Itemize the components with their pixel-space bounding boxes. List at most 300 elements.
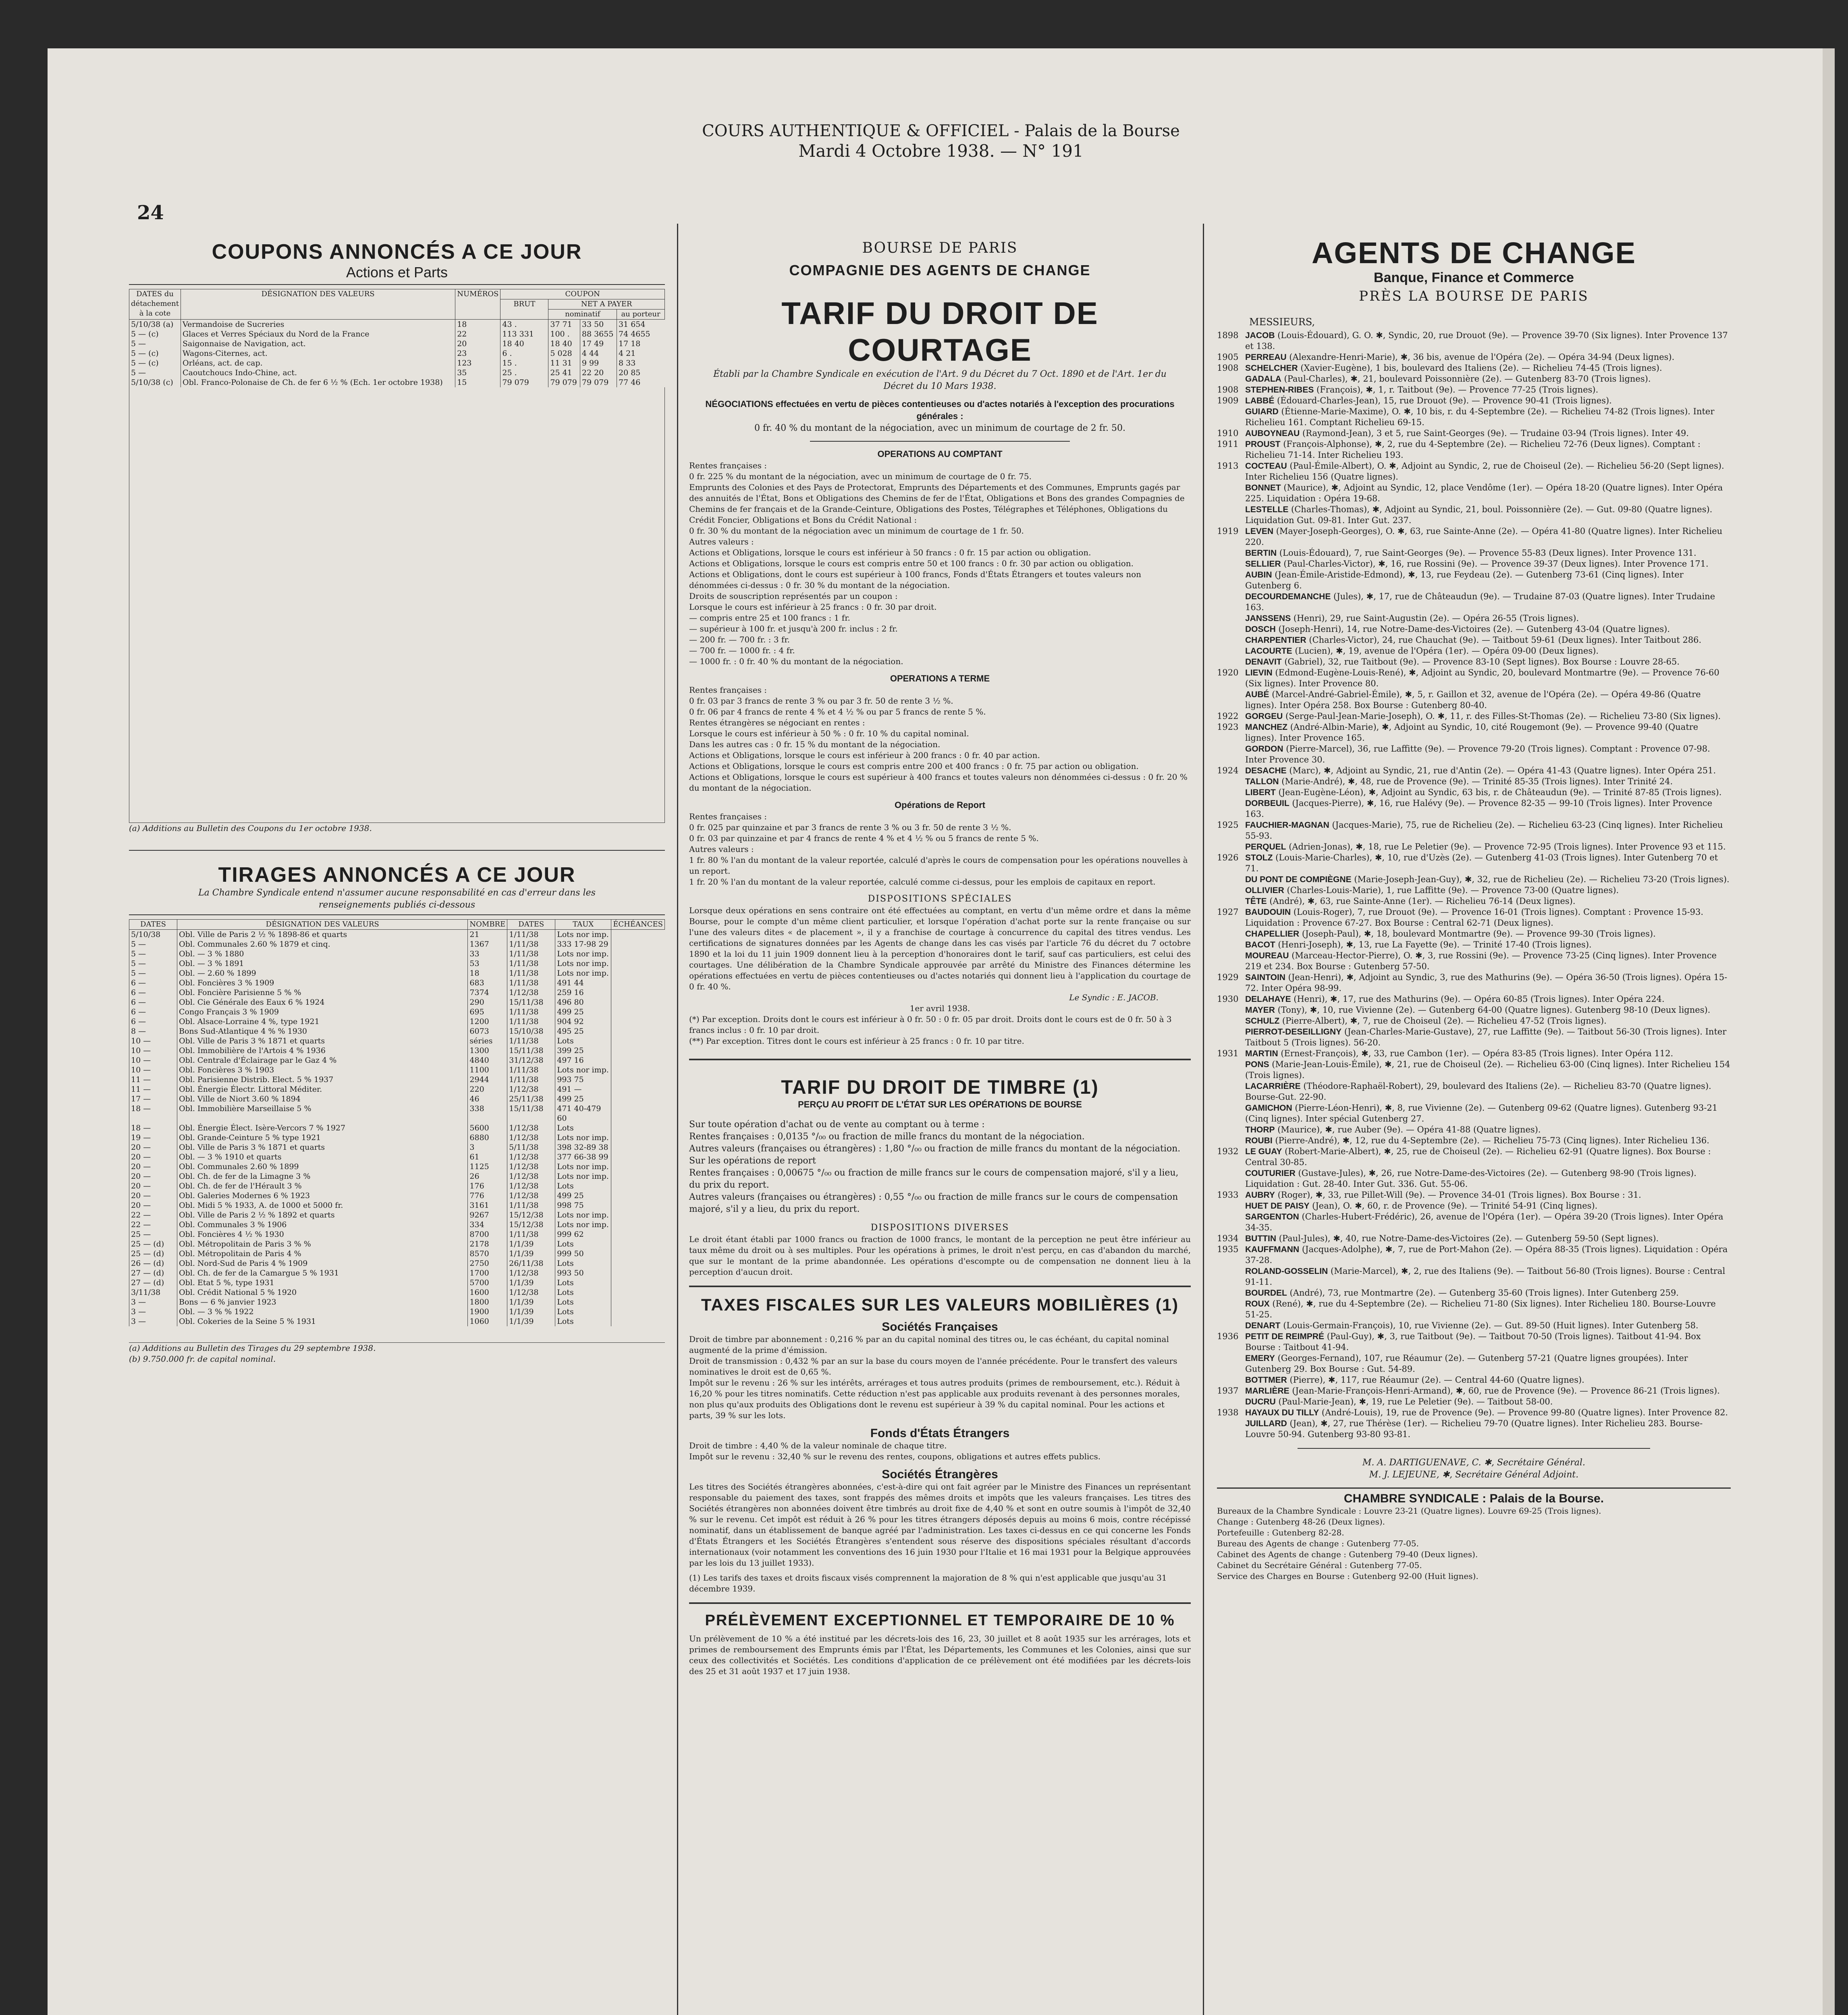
agent-year: 1927	[1217, 907, 1239, 917]
table-cell: 471 40-479 60	[555, 1104, 611, 1123]
negociations-rate: 0 fr. 40 % du montant de la négociation, avec un minimum de courtage de 2 fr. 50.	[754, 423, 1125, 433]
agent-text	[1245, 646, 1599, 656]
text-line: Bureau des Agents de change : Gutenberg 77-05.	[1217, 1539, 1419, 1548]
table-cell: 1/1/39	[507, 1249, 555, 1259]
text-line: — 700 fr. — 1000 fr. : 4 fr.	[689, 646, 795, 655]
table-cell: 1300	[468, 1046, 507, 1055]
agent-year	[1217, 482, 1245, 504]
agent-details: (Paul-Jules), ✱, 40, rue Notre-Dame-des-Victoires (2e). — Gutenberg 59-50 (Sept lignes).	[1279, 1234, 1659, 1243]
agent-entry	[1217, 1016, 1731, 1026]
agent-details: (Pierre), ✱, 117, rue Réaumur (2e). — Central 44-60 (Quatre lignes).	[1289, 1375, 1584, 1385]
table-cell	[611, 997, 665, 1007]
table-cell: 25 .	[500, 368, 548, 378]
agent-details: (Henri-Joseph), ✱, 13, rue La Fayette (9e). — Trinité 17-40 (Trois lignes).	[1278, 940, 1592, 949]
agent-entry	[1217, 1048, 1731, 1059]
header-line-2: Mardi 4 Octobre 1938. — N° 191	[798, 141, 1084, 161]
agent-name: BOTTMER	[1245, 1375, 1287, 1385]
agent-text	[1245, 1233, 1659, 1244]
table-cell	[611, 1268, 665, 1278]
agent-text	[1245, 395, 1612, 406]
table-row	[129, 1133, 665, 1143]
agent-name: BUTTIN	[1245, 1234, 1276, 1243]
agent-entry	[1217, 1168, 1731, 1190]
table-cell: 1060	[468, 1317, 507, 1326]
table-cell: 77 46	[617, 378, 665, 387]
agent-year: 1935	[1217, 1244, 1239, 1254]
agent-entry	[1217, 939, 1731, 950]
agent-text	[1245, 548, 1696, 559]
table-cell: 495 25	[555, 1026, 611, 1036]
table-cell	[611, 1201, 665, 1210]
table-row	[129, 968, 665, 978]
agent-details: (Alexandre-Henri-Marie), ✱, 36 bis, avenue de l'Opéra (2e). — Opéra 34-94 (Deux lignes).	[1289, 352, 1675, 362]
agent-text	[1245, 1026, 1731, 1048]
table-cell: 10 —	[129, 1055, 177, 1065]
table-row	[129, 1094, 665, 1104]
table-cell: Obl. Centrale d'Éclairage par le Gaz 4 %	[177, 1055, 468, 1065]
table-cell	[611, 1230, 665, 1239]
table-cell	[611, 1288, 665, 1297]
agent-details: (Théodore-Raphaël-Robert), 29, boulevard des Italiens (2e). — Richelieu 83-70 (Quatre lignes). Bourse-Gut. 22-90.	[1245, 1081, 1711, 1102]
col-header: NET A PAYER	[548, 299, 665, 310]
table-cell: 31 654	[617, 320, 665, 330]
agent-year	[1217, 1168, 1245, 1190]
agent-entry	[1217, 439, 1731, 461]
agent-text	[1245, 428, 1689, 439]
table-cell: 3 —	[129, 1317, 177, 1326]
table-row	[129, 1259, 665, 1268]
table-cell	[611, 1065, 665, 1075]
agent-entry	[1217, 569, 1731, 591]
agent-entry	[1217, 1201, 1731, 1211]
agent-entry	[1217, 765, 1731, 776]
table-cell: Obl. Communales 2.60 % 1879 et cinq.	[177, 939, 468, 949]
taxes-note: (1) Les tarifs des taxes et droits fiscaux visés comprennent la majoration de 8 % qui n'est applicable que jusqu'au 31 décembre 1939.	[689, 1573, 1167, 1593]
agent-name: LACARRIÈRE	[1245, 1082, 1301, 1091]
table-cell: Obl. Cie Générale des Eaux 6 % 1924	[177, 997, 468, 1007]
table-cell: 20 —	[129, 1181, 177, 1191]
table-cell: 496 80	[555, 997, 611, 1007]
table-cell	[611, 1046, 665, 1055]
agent-details: (Marie-Joseph-Jean-Guy), ✱, 32, rue de Richelieu (2e). — Richelieu 73-20 (Trois lignes).	[1354, 875, 1730, 884]
table-cell: 1/1/39	[507, 1239, 555, 1249]
text-line: Rentes françaises :	[689, 812, 767, 821]
agent-entry	[1217, 656, 1731, 667]
agent-year	[1217, 1211, 1245, 1233]
agent-year: 1930	[1217, 994, 1239, 1004]
table-row	[129, 1307, 665, 1317]
table-cell: Obl. — 3 % 1910 et quarts	[177, 1152, 468, 1162]
table-cell	[611, 1181, 665, 1191]
agent-details: (Jacques-Pierre), ✱, 16, rue Halévy (9e). — Provence 82-35 — 99-10 (Trois lignes). Inter Provence 163.	[1245, 798, 1713, 819]
text-line: Bureaux de la Chambre Syndicale : Louvre 23-21 (Quatre lignes). Louvre 69-25 (Trois lignes).	[1217, 1506, 1601, 1516]
table-cell: 499 25	[555, 1191, 611, 1201]
agent-year	[1217, 613, 1245, 624]
chambre-title: CHAMBRE SYNDICALE : Palais de la Bourse.	[1343, 1492, 1604, 1505]
agent-text	[1245, 841, 1726, 852]
agent-entry	[1217, 374, 1731, 384]
agent-text	[1245, 874, 1730, 885]
table-cell: 100 .	[548, 329, 580, 339]
table-cell: Lots nor imp.	[555, 1133, 611, 1143]
col-header: NUMÉROS	[455, 289, 500, 320]
comptant-list	[689, 460, 1191, 667]
table-row	[129, 1297, 665, 1307]
agent-text	[1245, 765, 1716, 776]
table-cell: 4840	[468, 1055, 507, 1065]
agent-name: MOUREAU	[1245, 951, 1289, 960]
soc-fr-list	[689, 1334, 1191, 1421]
agent-details: (Henri), ✱, 17, rue des Mathurins (9e). — Opéra 60-85 (Trois lignes). Inter Opéra 224.	[1294, 994, 1665, 1004]
agent-entry	[1217, 1331, 1731, 1353]
agent-entry	[1217, 711, 1731, 722]
agent-year	[1217, 1124, 1245, 1135]
agent-text	[1245, 482, 1731, 504]
table-cell: 25/11/38	[507, 1094, 555, 1104]
agent-name: PERQUEL	[1245, 842, 1286, 852]
table-cell: 6880	[468, 1133, 507, 1143]
table-cell: 1/11/38	[507, 1036, 555, 1046]
text-line: 0 fr. 03 par 3 francs de rente 3 % ou par 3 fr. 50 de rente 3 ½ %.	[689, 696, 953, 706]
agent-entry	[1217, 994, 1731, 1005]
agent-entry	[1217, 1266, 1731, 1288]
agent-name: SELLIER	[1245, 559, 1281, 569]
col-header: au porteur	[617, 310, 665, 320]
table-cell: 1/12/38	[507, 988, 555, 997]
agent-name: DESACHE	[1245, 766, 1287, 775]
table-cell: Lots	[555, 1307, 611, 1317]
table-cell: Obl. Cokeries de la Seine 5 % 1931	[177, 1317, 468, 1326]
agent-details: (Marie-Marcel), ✱, 2, rue des Italiens (9e). — Taitbout 56-80 (Trois lignes). Bourse : Central 91-11.	[1245, 1266, 1725, 1287]
terme-title: OPERATIONS A TERME	[890, 673, 990, 683]
coupons-rows	[129, 320, 665, 388]
agent-text	[1245, 950, 1731, 972]
table-row	[129, 329, 665, 339]
table-cell: Lots nor imp.	[555, 930, 611, 940]
agent-name: LESTELLE	[1245, 505, 1289, 514]
text-line: 0 fr. 30 % du montant de la négociation avec un minimum de courtage de 1 fr. 50.	[689, 526, 1024, 536]
table-cell: 3	[468, 1143, 507, 1152]
column-divider	[677, 224, 678, 2015]
table-cell: 33	[468, 949, 507, 959]
agent-text	[1245, 1135, 1709, 1146]
table-cell: 1/11/38	[507, 939, 555, 949]
table-row	[129, 1249, 665, 1259]
agent-name: DENART	[1245, 1321, 1281, 1330]
agent-text	[1245, 1168, 1731, 1190]
table-cell: 497 16	[555, 1055, 611, 1065]
agent-details: (Louis-Roger), 7, rue Drouot (9e). — Provence 16-01 (Trois lignes). Comptant : Provence 15-93. Liquidation : Provence 67-27. Box Bourse : Central 62-71 (Deux lignes).	[1245, 907, 1704, 928]
table-cell: 1/11/38	[507, 1007, 555, 1017]
agent-details: (Charles-Hubert-Frédéric), 26, avenue de l'Opéra (1er). — Opéra 39-20 (Trois lignes). Inter Opéra 34-35.	[1245, 1212, 1723, 1232]
table-cell: Vermandoise de Sucreries	[181, 320, 455, 330]
table-cell: 15/11/38	[507, 997, 555, 1007]
table-cell: 999 50	[555, 1249, 611, 1259]
agent-name: LABBÉ	[1245, 396, 1275, 405]
table-cell: 220	[468, 1084, 507, 1094]
table-cell: 1900	[468, 1307, 507, 1317]
table-cell: Obl. Métropolitain de Paris 4 %	[177, 1249, 468, 1259]
table-cell: Glaces et Verres Spéciaux du Nord de la France	[181, 329, 455, 339]
table-cell: 22 —	[129, 1220, 177, 1230]
agent-entry	[1217, 1244, 1731, 1266]
text-line: Autres valeurs (françaises ou étrangères) : 1,80 °/₀₀ ou fraction de mille francs du montant de la négociation.	[689, 1144, 1181, 1154]
table-cell	[611, 939, 665, 949]
table-cell: 5 —	[129, 939, 177, 949]
agent-name: GUIARD	[1245, 407, 1279, 416]
table-cell: 4 44	[580, 349, 617, 358]
agent-name: CHARPENTIER	[1245, 636, 1306, 645]
table-cell: 1/11/38	[507, 959, 555, 968]
table-cell: Obl. Immobilière de l'Artois 4 % 1936	[177, 1046, 468, 1055]
table-cell	[611, 1259, 665, 1268]
table-cell: Saigonnaise de Navigation, act.	[181, 339, 455, 349]
table-row	[129, 1075, 665, 1084]
soc-etr-title: Sociétés Étrangères	[882, 1468, 998, 1481]
agent-details: (Jean-Marie-François-Henri-Armand), ✱, 60, rue de Provence (9e). — Provence 86-21 (Trois lignes).	[1292, 1386, 1720, 1396]
table-cell: 18 40	[548, 339, 580, 349]
agent-text	[1245, 852, 1731, 874]
agent-name: AUBOYNEAU	[1245, 429, 1300, 438]
agent-entry	[1217, 972, 1731, 994]
agent-text	[1245, 929, 1656, 939]
courtage-subtitle: Établi par la Chambre Syndicale en exécution de l'Art. 9 du Décret du 7 Oct. 1890 et de l'Art. 1er du Décret du 10 Mars 1938.	[713, 369, 1167, 391]
agent-details: (Édouard-Charles-Jean), 15, rue Drouot (9e). — Provence 90-41 (Trois lignes).	[1277, 396, 1612, 405]
table-cell: Obl. — 3 % % 1922	[177, 1307, 468, 1317]
table-cell: 18 —	[129, 1123, 177, 1133]
negociations: NÉGOCIATIONS effectuées en vertu de pièces contentieuses ou d'actes notariés à l'exception des procurations générales :	[705, 399, 1175, 421]
agent-text	[1245, 559, 1709, 569]
agent-name: BOURDEL	[1245, 1288, 1287, 1298]
table-cell: 1/12/38	[507, 1162, 555, 1172]
agent-details: (Jean-Eugène-Léon), ✱, Adjoint au Syndic, 63 bis, r. de Châteaudun (9e). — Trinité 87-85 (Trois lignes).	[1278, 787, 1722, 797]
text-line: — supérieur à 100 fr. et jusqu'à 200 fr. inclus : 2 fr.	[689, 624, 898, 634]
agent-name: MANCHEZ	[1245, 723, 1287, 732]
table-row	[129, 349, 665, 358]
agent-details: (Jean), O. ✱, 60, r. de Provence (9e). — Trinité 54-91 (Cinq lignes).	[1312, 1201, 1598, 1211]
table-cell	[611, 1210, 665, 1220]
table-cell: Obl. Crédit National 5 % 1920	[177, 1288, 468, 1297]
terme-list	[689, 685, 1191, 794]
table-cell: 20 —	[129, 1201, 177, 1210]
table-cell: Obl. Galeries Modernes 6 % 1923	[177, 1191, 468, 1201]
table-row	[129, 1036, 665, 1046]
table-cell: 26	[468, 1172, 507, 1181]
courtage-title: TARIF DU DROIT DE COURTAGE	[781, 295, 1098, 368]
table-cell: 88 3655	[580, 329, 617, 339]
col-header: DATES	[507, 920, 555, 930]
agent-text	[1245, 352, 1674, 363]
table-cell: 4 21	[617, 349, 665, 358]
agent-year	[1217, 1320, 1245, 1331]
agent-details: (Étienne-Marie-Maxime), O. ✱, 10 bis, r. du 4-Septembre (2e). — Richelieu 74-82 (Trois lignes). Inter Richelieu 161. Comptant Richelieu 69-15.	[1245, 407, 1715, 427]
agent-details: (Roger), ✱, 33, rue Pillet-Will (9e). — Provence 34-01 (Trois lignes). Box Bourse : 31.	[1277, 1190, 1641, 1200]
agent-year	[1217, 1288, 1245, 1298]
table-cell: 5/11/38	[507, 1143, 555, 1152]
table-cell: 5 — (c)	[129, 329, 181, 339]
agent-year: 1911	[1217, 439, 1239, 449]
agent-name: SCHELCHER	[1245, 364, 1298, 373]
table-cell: 17 18	[617, 339, 665, 349]
agent-year	[1217, 841, 1245, 852]
agent-name: BAUDOUIN	[1245, 908, 1291, 917]
agent-details: (Pierre-Léon-Henri), ✱, 8, rue Vivienne (2e). — Gutenberg 09-62 (Quatre lignes). Gutenberg 93-21 (Cinq lignes). Inter spécial Gutenberg 27.	[1245, 1103, 1718, 1124]
table-cell	[611, 968, 665, 978]
table-cell: 999 62	[555, 1230, 611, 1239]
agent-name: DOSCH	[1245, 625, 1276, 634]
table-cell: 1/12/38	[507, 1172, 555, 1181]
text-line: Droits de souscription représentés par un coupon :	[689, 591, 898, 601]
text-line: Emprunts des Colonies et des Pays de Protectorat, Emprunts des Départements et des Communes, Emprunts gagés par des annuités de l'État, Bons et Obligations des Chemins de fer de l'État, Obligations et Bons des grandes Compagnies de Chemins de fer français et de la Grande-Ceinture, Obligations des Postes, Télégraphes et Téléphones, Obligations du Crédit Foncier, Obligations et Bons du Crédit National :	[689, 482, 1185, 525]
table-row	[129, 1026, 665, 1036]
table-row	[129, 1065, 665, 1075]
text-line: Actions et Obligations, lorsque le cours est inférieur à 200 francs : 0 fr. 40 par action.	[689, 750, 1040, 760]
agent-entry	[1217, 950, 1731, 972]
agent-details: (Paul-Marie-Jean), ✱, 19, rue Le Peletier (9e). — Taitbout 58-00.	[1278, 1397, 1553, 1406]
exception-2: (**) Par exception. Titres dont le cours est inférieur à 25 francs : 0 fr. 10 par titre.	[689, 1036, 1024, 1046]
tirages-title: TIRAGES ANNONCÉS A CE JOUR	[218, 863, 576, 887]
agent-details: (Robert-Marie-Albert), ✱, 25, rue de Choiseul (2e). — Richelieu 62-91 (Quatre lignes). Box Bourse : Central 30-85.	[1245, 1147, 1711, 1167]
table-cell: 6 —	[129, 1007, 177, 1017]
agent-name: MAYER	[1245, 1005, 1275, 1015]
col-header: nominatif	[548, 310, 617, 320]
table-cell: 123	[455, 358, 500, 368]
table-cell: 11 —	[129, 1084, 177, 1094]
table-cell: 17 —	[129, 1094, 177, 1104]
agent-name: SARGENTON	[1245, 1212, 1299, 1221]
exception-1: (*) Par exception. Droits dont le cours est inférieur à 0 fr. 50 : 0 fr. 05 par droit. Droits dont le cours est de 0 fr. 50 à 3 francs inclus : 0 fr. 10 par droit.	[689, 1014, 1172, 1035]
tirages-rows	[129, 930, 665, 1327]
agent-details: (François), ✱, 1, r. Taitbout (9e). — Provence 77-25 (Trois lignes).	[1316, 385, 1599, 395]
agent-entry	[1217, 744, 1731, 765]
center-column	[681, 224, 1199, 2015]
table-cell: 6 —	[129, 988, 177, 997]
agent-details: (André), 73, rue Montmartre (2e). — Gutenberg 35-60 (Trois lignes). Inter Gutenberg 259.	[1289, 1288, 1679, 1298]
agent-text	[1245, 1016, 1607, 1026]
table-cell: Obl. Ville de Paris 2 ½ % 1898-86 et quarts	[177, 930, 468, 940]
agent-text	[1245, 1407, 1728, 1418]
text-line: Droit de transmission : 0,432 % par an sur la base du cours moyen de l'année précédente. Pour le transfert des valeurs nominatives le droit est de 0,65 %.	[689, 1356, 1177, 1377]
agent-details: (André-Albin-Marie), ✱, Adjoint au Syndic, 10, cité Rougemont (9e). — Provence 99-40 (Quatre lignes). Inter Provence 165.	[1245, 722, 1698, 743]
agent-text	[1245, 1190, 1641, 1201]
table-cell	[611, 1249, 665, 1259]
table-cell: Obl. Communales 3 % 1906	[177, 1220, 468, 1230]
table-cell: 25 41	[548, 368, 580, 378]
table-cell	[611, 930, 665, 940]
agent-entry	[1217, 526, 1731, 548]
header-line-1: COURS AUTHENTIQUE & OFFICIEL - Palais de la Bourse	[702, 122, 1180, 140]
agent-year	[1217, 689, 1245, 711]
agent-year: 1920	[1217, 668, 1239, 677]
syndic-signature: Le Syndic : E. JACOB.	[1069, 993, 1159, 1002]
table-cell	[611, 1239, 665, 1249]
table-cell: 3 —	[129, 1297, 177, 1307]
text-line: Cabinet du Secrétaire Général : Gutenberg 77-05.	[1217, 1560, 1422, 1570]
agent-details: (Pierre-André), ✱, 12, rue du 4-Septembre (2e). — Richelieu 75-73 (Cinq lignes). Inter Richelieu 136.	[1275, 1136, 1709, 1145]
table-cell: Lots	[555, 1259, 611, 1268]
table-cell: 5 —	[129, 949, 177, 959]
table-cell: 1/12/38	[507, 1181, 555, 1191]
table-cell	[611, 988, 665, 997]
text-line: — 200 fr. — 700 fr. : 3 fr.	[689, 635, 790, 644]
page-edge	[1823, 48, 1835, 2015]
text-line: Rentes françaises : 0,00675 °/₀₀ ou fraction de mille francs sur le cours de compensation majoré, s'il y a lieu, du prix du report.	[689, 1168, 1179, 1190]
agent-entry	[1217, 885, 1731, 896]
table-cell	[611, 1055, 665, 1065]
table-cell	[611, 1036, 665, 1046]
table-row	[129, 1181, 665, 1191]
agent-entry	[1217, 776, 1731, 787]
agent-name: PONS	[1245, 1060, 1269, 1069]
table-cell: 9267	[468, 1210, 507, 1220]
table-cell: 1/12/38	[507, 1152, 555, 1162]
tirages-subtitle: La Chambre Syndicale entend n'assumer aucune responsabilité en cas d'erreur dans les renseignements publiés ci-dessous	[198, 888, 596, 910]
table-cell: Obl. Foncières 3 % 1909	[177, 978, 468, 988]
agent-details: (Ernest-François), ✱, 33, rue Cambon (1er). — Opéra 83-85 (Trois lignes). Inter Opéra 112.	[1281, 1049, 1674, 1058]
table-cell: 5700	[468, 1278, 507, 1288]
agent-details: (Edmond-Eugène-Louis-René), ✱, Adjoint au Syndic, 20, boulevard Montmartre (9e). — Provence 76-60 (Six lignes). Inter Provence 80.	[1245, 668, 1719, 688]
table-cell	[611, 1143, 665, 1152]
table-cell: 5 028	[548, 349, 580, 358]
table-cell: 8700	[468, 1230, 507, 1239]
agent-details: (Maurice), ✱, rue Auber (9e). — Opéra 41-88 (Quatre lignes).	[1277, 1125, 1541, 1134]
agent-name: ROUX	[1245, 1299, 1270, 1309]
table-cell: Obl. Etat 5 %, type 1931	[177, 1278, 468, 1288]
table-cell: Obl. Grande-Ceinture 5 % type 1921	[177, 1133, 468, 1143]
table-row	[129, 1143, 665, 1152]
table-row	[129, 1123, 665, 1133]
agent-name: AUBRY	[1245, 1190, 1275, 1200]
table-cell: 398 32-89 38	[555, 1143, 611, 1152]
agent-entry	[1217, 1190, 1731, 1201]
page-number: 24	[137, 202, 164, 224]
agent-entry	[1217, 1059, 1731, 1081]
table-cell: 1/1/39	[507, 1278, 555, 1288]
col-header: ÉCHÉANCES	[611, 920, 665, 930]
agent-name: SAINTOIN	[1245, 973, 1285, 982]
agent-name: GORDON	[1245, 744, 1283, 754]
agent-details: (André-Louis), 19, rue de Provence (9e). — Provence 99-80 (Quatre lignes). Inter Provence 82.	[1321, 1408, 1728, 1417]
table-cell: 15 .	[500, 358, 548, 368]
table-cell: 6073	[468, 1026, 507, 1036]
table-cell: 18	[468, 968, 507, 978]
table-cell: Obl. — 2.60 % 1899	[177, 968, 468, 978]
agent-details: (François-Alphonse), ✱, 2, rue du 4-Septembre (2e). — Richelieu 72-76 (Deux lignes). Comptant : Richelieu 71-14. Inter Richelieu 193.	[1245, 439, 1701, 460]
agent-text	[1245, 1298, 1731, 1320]
table-cell: 6 —	[129, 1017, 177, 1026]
table-cell: 1/12/38	[507, 1133, 555, 1143]
agent-details: (André), ✱, 63, rue Sainte-Anne (1er). — Richelieu 76-14 (Deux lignes).	[1269, 896, 1576, 906]
soc-etr-text: Les titres des Sociétés étrangères abonnées, c'est-à-dire qui ont fait agréer par le Ministre des Finances un représentant responsable du paiement des taxes, sont frappés des mêmes droits et impôts que les valeurs françaises. Les titres des Sociétés étrangères non abonnées doivent être timbrés au droit fixe de 4,40 % et sont en outre soumis à l'impôt de 32,40 % sur le revenu. Cet impôt est réduit à 26 % pour les titres étrangers déposés depuis au moins 6 mois, contre récépissé nominatif, dans un établissement de banque agréé par l'administration. Les taxes ci-dessus en ce qui concerne les Fonds d'États Étrangers et les Sociétés Étrangères s'entendent sous réserve des dispositions spéciales résultant d'accords internationaux (voir notamment les conventions des 16 juin 1930 pour l'Italie et 16 mai 1931 pour la Belgique approuvées par les lois du 13 juillet 1933).	[689, 1482, 1191, 1568]
secretary-general: M. A. DARTIGUENAVE, C. ✱, Secrétaire Général.	[1362, 1458, 1585, 1468]
agent-name: CHAPELLIER	[1245, 929, 1300, 939]
agent-details: (Jacques-Adolphe), ✱, 7, rue de Port-Mahon (2e). — Opéra 88-35 (Trois lignes). Liquidation : Opéra 37-28.	[1245, 1244, 1728, 1265]
table-cell	[611, 978, 665, 988]
table-cell: Obl. Métropolitain de Paris 3 % %	[177, 1239, 468, 1249]
table-cell: 904 92	[555, 1017, 611, 1026]
agent-name: THORP	[1245, 1125, 1275, 1134]
agent-details: (Raymond-Jean), 3 et 5, rue Saint-Georges (9e). — Trudaine 03-94 (Trois lignes). Inter 49.	[1302, 428, 1689, 438]
agent-year: 1913	[1217, 461, 1239, 471]
agent-details: (Xavier-Eugène), 1 bis, boulevard des Italiens (2e). — Richelieu 74-45 (Trois lignes).	[1300, 363, 1662, 373]
table-cell: 5 — (c)	[129, 349, 181, 358]
agent-year: 1905	[1217, 352, 1239, 362]
coupons-note: (a) Additions au Bulletin des Coupons du 1er octobre 1938.	[129, 823, 665, 834]
agent-year: 1919	[1217, 526, 1239, 536]
agent-name: HUET DE PAISY	[1245, 1201, 1310, 1211]
agent-entry	[1217, 504, 1731, 526]
agent-details: (René), ✱, rue du 4-Septembre (2e). — Richelieu 71-80 (Six lignes). Inter Richelieu 180. Bourse-Louvre 51-25.	[1245, 1299, 1716, 1319]
